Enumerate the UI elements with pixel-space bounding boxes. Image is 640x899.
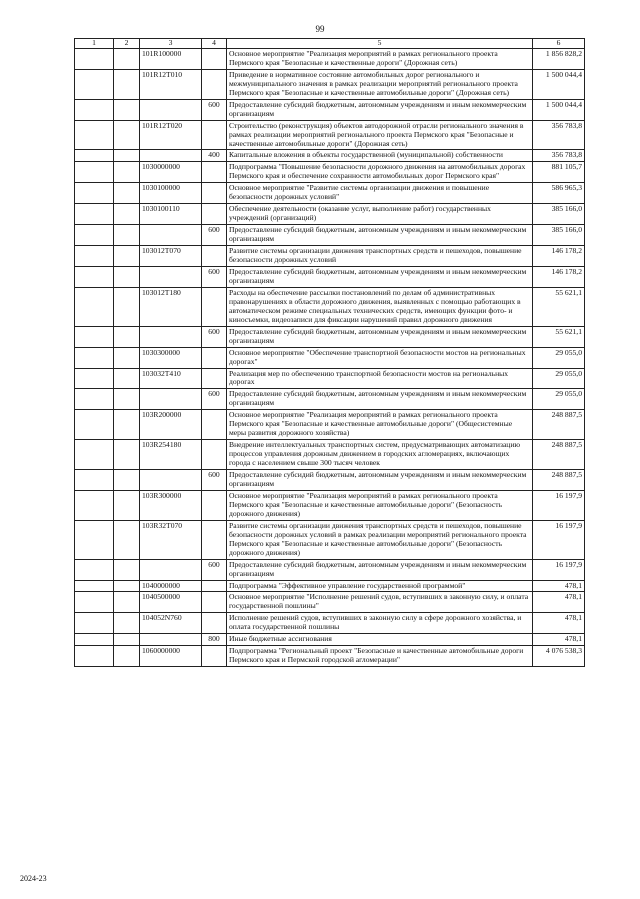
target-code-cell: 1040000000 <box>140 580 202 592</box>
column-header: 1 <box>75 39 114 49</box>
amount-cell: 478,1 <box>533 613 585 634</box>
table-row <box>75 490 585 520</box>
table-row <box>75 266 585 287</box>
amount-cell: 248 887,5 <box>533 410 585 440</box>
column-header: 2 <box>114 39 140 49</box>
amount-cell: 1 500 044,4 <box>533 69 585 99</box>
item-name-cell: Подпрограмма "Региональный проект "Безопасные и качественные автомобильные дороги Пермского края и Пермской городской агломерации" <box>227 646 533 667</box>
item-name-cell: Внедрение интеллектуальных транспортных систем, предусматривающих автоматизацию процессов управления дорожным движением в городских агломерациях, включающих города с населением свыше 300 тысяч человек <box>227 440 533 470</box>
expense-type-cell <box>202 287 227 326</box>
target-code-cell: 101R12T010 <box>140 69 202 99</box>
amount-cell: 55 621,1 <box>533 326 585 347</box>
expense-type-cell <box>202 204 227 225</box>
cell-column-1 <box>75 150 114 162</box>
cell-column-1 <box>75 389 114 410</box>
item-name-cell: Основное мероприятие "Обеспечение транспортной безопасности мостов на региональных дорогах" <box>227 347 533 368</box>
item-name-cell: Обеспечение деятельности (оказание услуг, выполнение работ) государственных учреждений (организаций) <box>227 204 533 225</box>
expense-type-cell <box>202 246 227 267</box>
cell-column-2 <box>114 490 140 520</box>
expense-type-cell <box>202 120 227 150</box>
item-name-cell: Предоставление субсидий бюджетным, автономным учреждениям и иным некоммерческим организациям <box>227 225 533 246</box>
expense-type-cell: 600 <box>202 326 227 347</box>
target-code-cell: 101R12T020 <box>140 120 202 150</box>
table-row <box>75 69 585 99</box>
table-row <box>75 99 585 120</box>
footer-document-code: 2024-23 <box>20 874 47 883</box>
amount-cell: 29 055,0 <box>533 347 585 368</box>
expense-type-cell <box>202 48 227 69</box>
cell-column-1 <box>75 634 114 646</box>
target-code-cell: 1030100110 <box>140 204 202 225</box>
cell-column-1 <box>75 613 114 634</box>
expense-type-cell: 600 <box>202 559 227 580</box>
item-name-cell: Приведение в нормативное состояние автомобильных дорог регионального и межмуниципального значения в рамках реализации мероприятий регионального проекта Пермского края "Безопасные и качественные автомобильные дороги" (Дорожная сеть) <box>227 69 533 99</box>
target-code-cell <box>140 326 202 347</box>
cell-column-1 <box>75 326 114 347</box>
cell-column-2 <box>114 410 140 440</box>
amount-cell: 478,1 <box>533 592 585 613</box>
cell-column-2 <box>114 580 140 592</box>
target-code-cell: 1030100000 <box>140 183 202 204</box>
target-code-cell: 1060000000 <box>140 646 202 667</box>
cell-column-2 <box>114 266 140 287</box>
cell-column-2 <box>114 389 140 410</box>
item-name-cell: Предоставление субсидий бюджетным, автономным учреждениям и иным некоммерческим организациям <box>227 99 533 120</box>
table-row <box>75 120 585 150</box>
amount-cell: 1 856 828,2 <box>533 48 585 69</box>
amount-cell: 146 178,2 <box>533 266 585 287</box>
amount-cell: 1 500 044,4 <box>533 99 585 120</box>
amount-cell: 356 783,8 <box>533 150 585 162</box>
cell-column-2 <box>114 613 140 634</box>
amount-cell: 55 621,1 <box>533 287 585 326</box>
table-row <box>75 646 585 667</box>
amount-cell: 881 105,7 <box>533 162 585 183</box>
item-name-cell: Основное мероприятие "Реализация мероприятий в рамках регионального проекта Пермского края "Безопасные и качественные автомобильные дороги" (Общесистемные меры развития дорожного хозяйства) <box>227 410 533 440</box>
item-name-cell: Иные бюджетные ассигнования <box>227 634 533 646</box>
column-header: 6 <box>533 39 585 49</box>
amount-cell: 29 055,0 <box>533 368 585 389</box>
table-row <box>75 326 585 347</box>
cell-column-2 <box>114 204 140 225</box>
target-code-cell: 103012T180 <box>140 287 202 326</box>
item-name-cell: Развитие системы организации движения транспортных средств и пешеходов, повышение безопасности дорожных условий <box>227 246 533 267</box>
cell-column-1 <box>75 225 114 246</box>
item-name-cell: Подпрограмма "Эффективное управление государственной программой" <box>227 580 533 592</box>
cell-column-2 <box>114 347 140 368</box>
cell-column-2 <box>114 183 140 204</box>
item-name-cell: Предоставление субсидий бюджетным, автономным учреждениям и иным некоммерческим организациям <box>227 326 533 347</box>
cell-column-2 <box>114 225 140 246</box>
expense-type-cell: 800 <box>202 634 227 646</box>
table-row <box>75 183 585 204</box>
item-name-cell: Расходы на обеспечение рассылки постановлений по делам об административных правонарушениях в области дорожного движения, выявленных с помощью работающих в автоматическом режиме специальных технических средств, имеющих функции фото- и киносъемки, видеозаписи для фиксации нарушений правил дорожного движения <box>227 287 533 326</box>
table-row <box>75 150 585 162</box>
target-code-cell <box>140 389 202 410</box>
expense-type-cell <box>202 368 227 389</box>
amount-cell: 248 887,5 <box>533 440 585 470</box>
target-code-cell <box>140 634 202 646</box>
item-name-cell: Предоставление субсидий бюджетным, автономным учреждениям и иным некоммерческим организациям <box>227 559 533 580</box>
cell-column-1 <box>75 559 114 580</box>
target-code-cell: 1030300000 <box>140 347 202 368</box>
cell-column-2 <box>114 520 140 559</box>
column-header: 4 <box>202 39 227 49</box>
amount-cell: 29 055,0 <box>533 389 585 410</box>
expense-type-cell <box>202 183 227 204</box>
cell-column-2 <box>114 162 140 183</box>
amount-cell: 586 965,3 <box>533 183 585 204</box>
budget-table <box>74 38 585 667</box>
table-row <box>75 389 585 410</box>
cell-column-2 <box>114 368 140 389</box>
table-row <box>75 440 585 470</box>
target-code-cell: 103R254180 <box>140 440 202 470</box>
item-name-cell: Основное мероприятие "Исполнение решений судов, вступивших в законную силу, и оплата государственной пошлины" <box>227 592 533 613</box>
expense-type-cell <box>202 613 227 634</box>
cell-column-2 <box>114 470 140 491</box>
item-name-cell: Основное мероприятие "Развитие системы организации движения и повышение безопасности дорожных условий" <box>227 183 533 204</box>
table-row <box>75 287 585 326</box>
target-code-cell: 104052N760 <box>140 613 202 634</box>
target-code-cell <box>140 559 202 580</box>
table-row <box>75 559 585 580</box>
table-row <box>75 204 585 225</box>
amount-cell: 356 783,8 <box>533 120 585 150</box>
expense-type-cell <box>202 69 227 99</box>
expense-type-cell <box>202 580 227 592</box>
expense-type-cell <box>202 646 227 667</box>
amount-cell: 385 166,0 <box>533 204 585 225</box>
cell-column-2 <box>114 69 140 99</box>
item-name-cell: Основное мероприятие "Реализация мероприятий в рамках регионального проекта Пермского края "Безопасные и качественные дороги" (Дорожная сеть) <box>227 48 533 69</box>
item-name-cell: Капитальные вложения в объекты государственной (муниципальной) собственности <box>227 150 533 162</box>
cell-column-1 <box>75 646 114 667</box>
item-name-cell: Исполнение решений судов, вступивших в законную силу в сфере дорожного хозяйства, и оплата государственной пошлины <box>227 613 533 634</box>
cell-column-2 <box>114 120 140 150</box>
cell-column-1 <box>75 69 114 99</box>
amount-cell: 478,1 <box>533 580 585 592</box>
target-code-cell <box>140 99 202 120</box>
target-code-cell: 103012T070 <box>140 246 202 267</box>
cell-column-2 <box>114 287 140 326</box>
table-row <box>75 368 585 389</box>
cell-column-2 <box>114 634 140 646</box>
target-code-cell: 103032T410 <box>140 368 202 389</box>
expense-type-cell: 400 <box>202 150 227 162</box>
table-row <box>75 580 585 592</box>
cell-column-1 <box>75 266 114 287</box>
item-name-cell: Строительство (реконструкция) объектов автодорожной отрасли регионального значения в рамках реализации мероприятий регионального проекта Пермского края "Безопасные и качественные автомобильные дороги" (Дорожная сеть) <box>227 120 533 150</box>
cell-column-1 <box>75 48 114 69</box>
cell-column-1 <box>75 470 114 491</box>
table-row <box>75 162 585 183</box>
target-code-cell: 103R300000 <box>140 490 202 520</box>
table-row <box>75 410 585 440</box>
column-header: 3 <box>140 39 202 49</box>
target-code-cell <box>140 225 202 246</box>
item-name-cell: Предоставление субсидий бюджетным, автономным учреждениям и иным некоммерческим организациям <box>227 266 533 287</box>
item-name-cell: Основное мероприятие "Реализация мероприятий в рамках регионального проекта Пермского края "Безопасные и качественные автомобильные дороги" (Безопасность дорожного движения) <box>227 490 533 520</box>
target-code-cell <box>140 470 202 491</box>
cell-column-2 <box>114 646 140 667</box>
target-code-cell: 103R200000 <box>140 410 202 440</box>
amount-cell: 478,1 <box>533 634 585 646</box>
cell-column-1 <box>75 183 114 204</box>
cell-column-1 <box>75 204 114 225</box>
target-code-cell: 1040500000 <box>140 592 202 613</box>
amount-cell: 146 178,2 <box>533 246 585 267</box>
expense-type-cell <box>202 162 227 183</box>
table-row <box>75 246 585 267</box>
cell-column-1 <box>75 246 114 267</box>
amount-cell: 16 197,9 <box>533 559 585 580</box>
expense-type-cell <box>202 592 227 613</box>
item-name-cell: Реализация мер по обеспечению транспортной безопасности мостов на региональных дорогах <box>227 368 533 389</box>
cell-column-1 <box>75 440 114 470</box>
cell-column-2 <box>114 592 140 613</box>
cell-column-1 <box>75 368 114 389</box>
cell-column-2 <box>114 150 140 162</box>
cell-column-2 <box>114 48 140 69</box>
cell-column-2 <box>114 246 140 267</box>
cell-column-1 <box>75 347 114 368</box>
table-row <box>75 613 585 634</box>
item-name-cell: Развитие системы организации движения транспортных средств и пешеходов, повышение безопасности дорожных условий в рамках реализации мероприятий регионального проекта Пермского края "Безопасные и качественные автомобильные дороги" (Безопасность дорожного движения) <box>227 520 533 559</box>
cell-column-1 <box>75 592 114 613</box>
amount-cell: 385 166,0 <box>533 225 585 246</box>
column-header: 5 <box>227 39 533 49</box>
table-row <box>75 48 585 69</box>
item-name-cell: Предоставление субсидий бюджетным, автономным учреждениям и иным некоммерческим организациям <box>227 389 533 410</box>
amount-cell: 248 887,5 <box>533 470 585 491</box>
cell-column-2 <box>114 559 140 580</box>
target-code-cell: 101R100000 <box>140 48 202 69</box>
target-code-cell: 1030000000 <box>140 162 202 183</box>
expense-type-cell <box>202 410 227 440</box>
page-number: 99 <box>315 24 325 34</box>
amount-cell: 16 197,9 <box>533 520 585 559</box>
cell-column-1 <box>75 580 114 592</box>
item-name-cell: Подпрограмма "Повышение безопасности дорожного движения на автомобильных дорогах Пермского края и обеспечение сохранности автомобильных дорог Пермского края" <box>227 162 533 183</box>
table-row <box>75 634 585 646</box>
cell-column-1 <box>75 490 114 520</box>
cell-column-1 <box>75 287 114 326</box>
cell-column-1 <box>75 410 114 440</box>
cell-column-2 <box>114 326 140 347</box>
expense-type-cell: 600 <box>202 99 227 120</box>
expense-type-cell: 600 <box>202 389 227 410</box>
cell-column-1 <box>75 162 114 183</box>
table-row <box>75 347 585 368</box>
target-code-cell <box>140 150 202 162</box>
cell-column-2 <box>114 440 140 470</box>
amount-cell: 16 197,9 <box>533 490 585 520</box>
table-row <box>75 592 585 613</box>
table-row <box>75 225 585 246</box>
target-code-cell: 103R32T070 <box>140 520 202 559</box>
expense-type-cell <box>202 520 227 559</box>
expense-type-cell <box>202 440 227 470</box>
cell-column-1 <box>75 120 114 150</box>
expense-type-cell: 600 <box>202 225 227 246</box>
expense-type-cell: 600 <box>202 470 227 491</box>
table-row <box>75 520 585 559</box>
expense-type-cell <box>202 490 227 520</box>
table-row <box>75 470 585 491</box>
cell-column-2 <box>114 99 140 120</box>
expense-type-cell <box>202 347 227 368</box>
cell-column-1 <box>75 520 114 559</box>
cell-column-1 <box>75 99 114 120</box>
expense-type-cell: 600 <box>202 266 227 287</box>
item-name-cell: Предоставление субсидий бюджетным, автономным учреждениям и иным некоммерческим организациям <box>227 470 533 491</box>
table-body <box>75 48 585 666</box>
amount-cell: 4 076 538,3 <box>533 646 585 667</box>
target-code-cell <box>140 266 202 287</box>
table-header-row <box>75 39 585 49</box>
